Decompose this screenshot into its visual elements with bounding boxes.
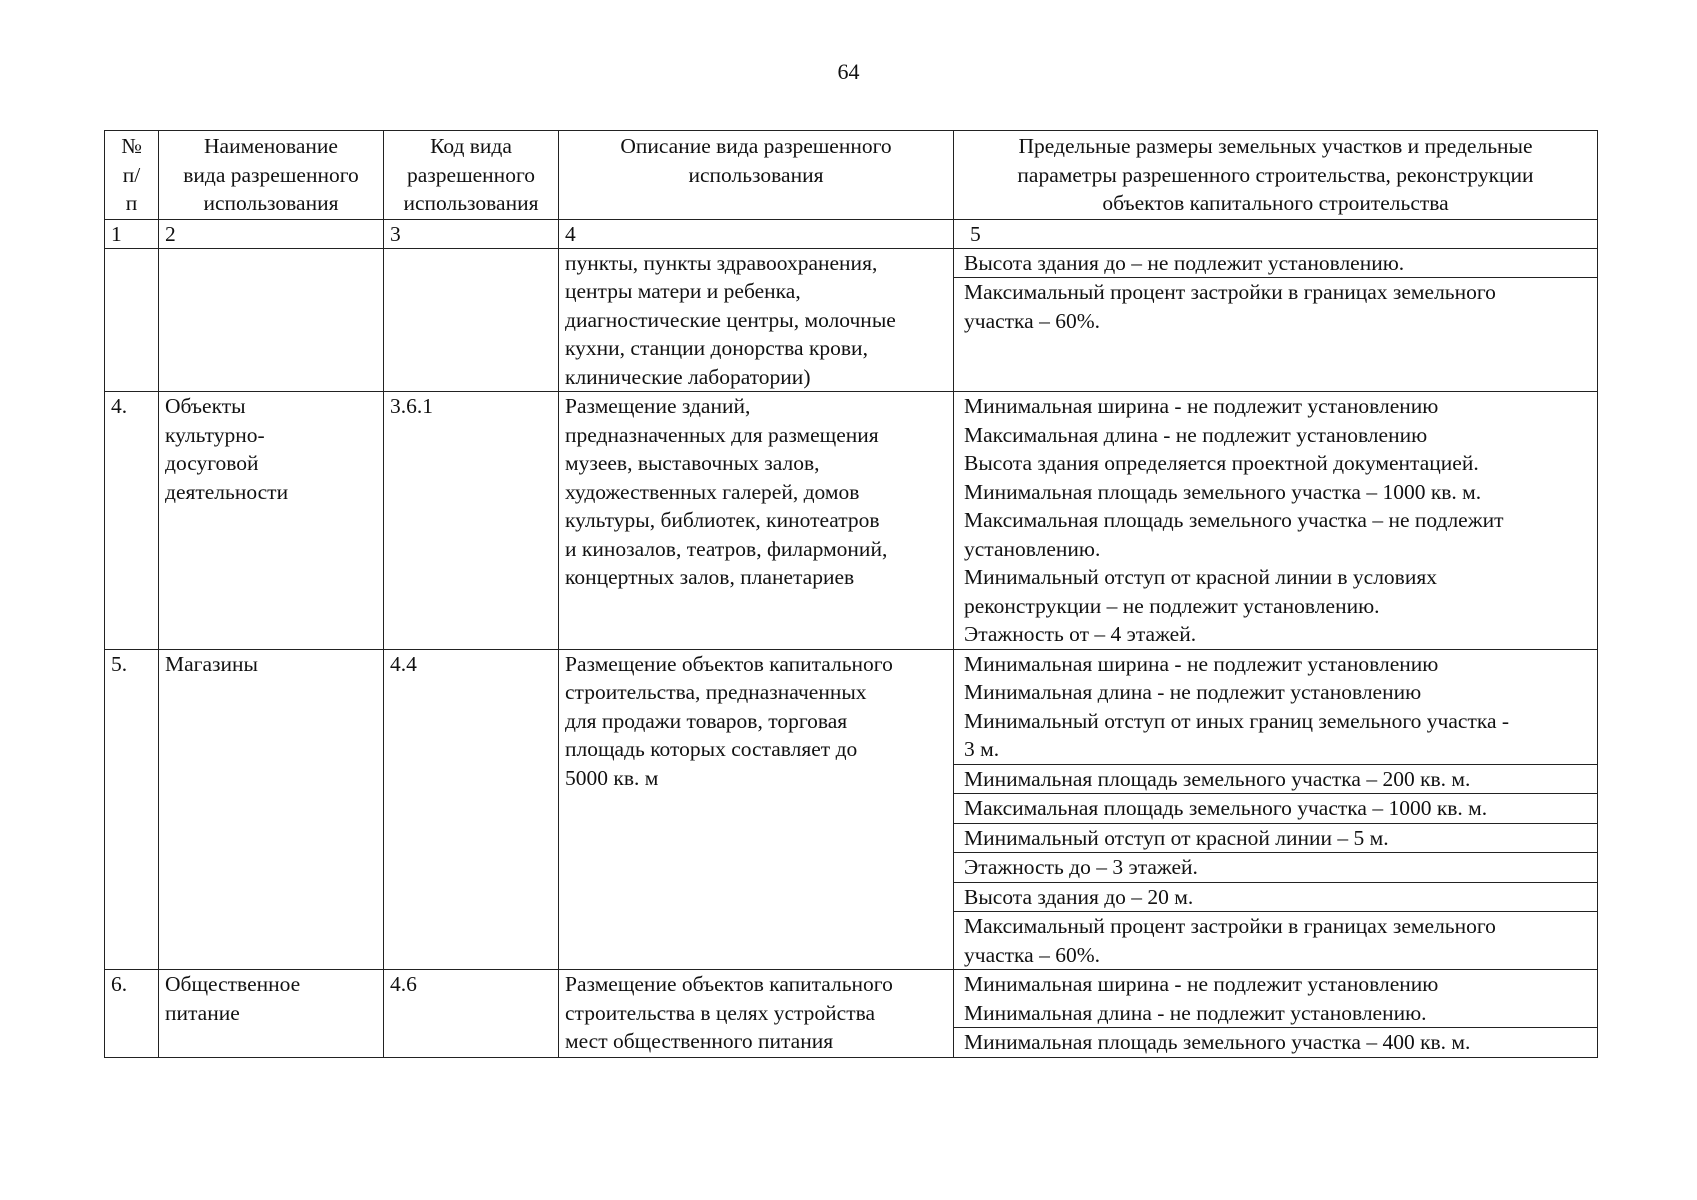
column-number: 5 bbox=[954, 219, 1598, 248]
limit-entry: Высота здания до – не подлежит установлению. bbox=[964, 250, 1405, 275]
use-code: 4.4 bbox=[384, 649, 559, 970]
header-limits: Предельные размеры земельных участков и предельные параметры разрешенного строительства, реконструкции объектов капитального строительства bbox=[954, 131, 1598, 220]
use-code bbox=[384, 248, 559, 392]
column-number: 2 bbox=[159, 219, 384, 248]
use-name: Объекты культурно- досуговой деятельности bbox=[159, 392, 384, 650]
header-use-description: Описание вида разрешенного использования bbox=[559, 131, 954, 220]
table-row bbox=[105, 970, 1598, 1058]
column-number-row bbox=[105, 219, 1598, 248]
land-use-table bbox=[104, 130, 1598, 1058]
limit-entry: Максимальная площадь земельного участка – 1000 кв. м. bbox=[954, 793, 1597, 823]
header-use-code: Код вида разрешенного использования bbox=[384, 131, 559, 220]
row-number: 4. bbox=[105, 392, 159, 650]
limit-entry: Высота здания до – 20 м. bbox=[954, 882, 1597, 912]
row-number: 6. bbox=[105, 970, 159, 1058]
table-row bbox=[105, 649, 1598, 970]
column-number: 1 bbox=[105, 219, 159, 248]
use-description: Размещение объектов капитального строительства, предназначенных для продажи товаров, торговая площадь которых составляет до 5000 кв. м bbox=[559, 649, 954, 970]
use-limits bbox=[954, 970, 1598, 1058]
use-limits bbox=[954, 649, 1598, 970]
page-number: 64 bbox=[837, 59, 860, 84]
table-row bbox=[105, 392, 1598, 650]
limit-entry: Максимальный процент застройки в границах земельного участка – 60%. bbox=[954, 277, 1597, 335]
use-description: пункты, пункты здравоохранения, центры матери и ребенка, диагностические центры, молочные кухни, станции донорства крови, клинические лаборатории) bbox=[559, 248, 954, 392]
use-name: Магазины bbox=[159, 649, 384, 970]
limit-entry: Минимальный отступ от красной линии – 5 м. bbox=[954, 823, 1597, 853]
table-row bbox=[105, 248, 1598, 392]
header-use-name: Наименование вида разрешенного использования bbox=[159, 131, 384, 220]
limit-entry: Минимальная площадь земельного участка – 400 кв. м. bbox=[954, 1027, 1597, 1057]
header-number: № п/ п bbox=[105, 131, 159, 220]
limit-entry: Минимальная площадь земельного участка – 200 кв. м. bbox=[954, 764, 1597, 794]
limit-entry: Максимальный процент застройки в границах земельного участка – 60%. bbox=[954, 911, 1597, 969]
column-number: 4 bbox=[559, 219, 954, 248]
use-limits bbox=[954, 392, 1598, 650]
limit-entry: Минимальная ширина - не подлежит установлению Минимальная длина - не подлежит установлению. bbox=[964, 972, 1439, 1025]
use-description: Размещение зданий, предназначенных для размещения музеев, выставочных залов, художественных галерей, домов культуры, библиотек, кинотеатров и кинозалов, театров, филармоний, концертных залов, планетариев bbox=[559, 392, 954, 650]
column-number: 3 bbox=[384, 219, 559, 248]
use-name: Общественное питание bbox=[159, 970, 384, 1058]
use-code: 4.6 bbox=[384, 970, 559, 1058]
limit-entry: Этажность до – 3 этажей. bbox=[954, 852, 1597, 882]
limit-entry: Минимальная ширина - не подлежит установлению Минимальная длина - не подлежит установлению Минимальный отступ от иных границ земельного участка - 3 м. bbox=[964, 651, 1510, 761]
use-description: Размещение объектов капитального строительства в целях устройства мест общественного питания bbox=[559, 970, 954, 1058]
use-code: 3.6.1 bbox=[384, 392, 559, 650]
row-number: 5. bbox=[105, 649, 159, 970]
table-header-row bbox=[105, 131, 1598, 220]
limit-entry: Минимальная ширина - не подлежит установлению Максимальная длина - не подлежит установлению Высота здания определяется проектной документацией. Минимальная площадь земельного участка – 1000 кв. м. Максимальная площадь земельного участка – не подлежит установлению. Минимальный отступ от красной линии в условиях реконструкции – не подлежит установлению. Этажность от – 4 этажей. bbox=[964, 394, 1504, 646]
use-name bbox=[159, 248, 384, 392]
use-limits bbox=[954, 248, 1598, 392]
row-number bbox=[105, 248, 159, 392]
